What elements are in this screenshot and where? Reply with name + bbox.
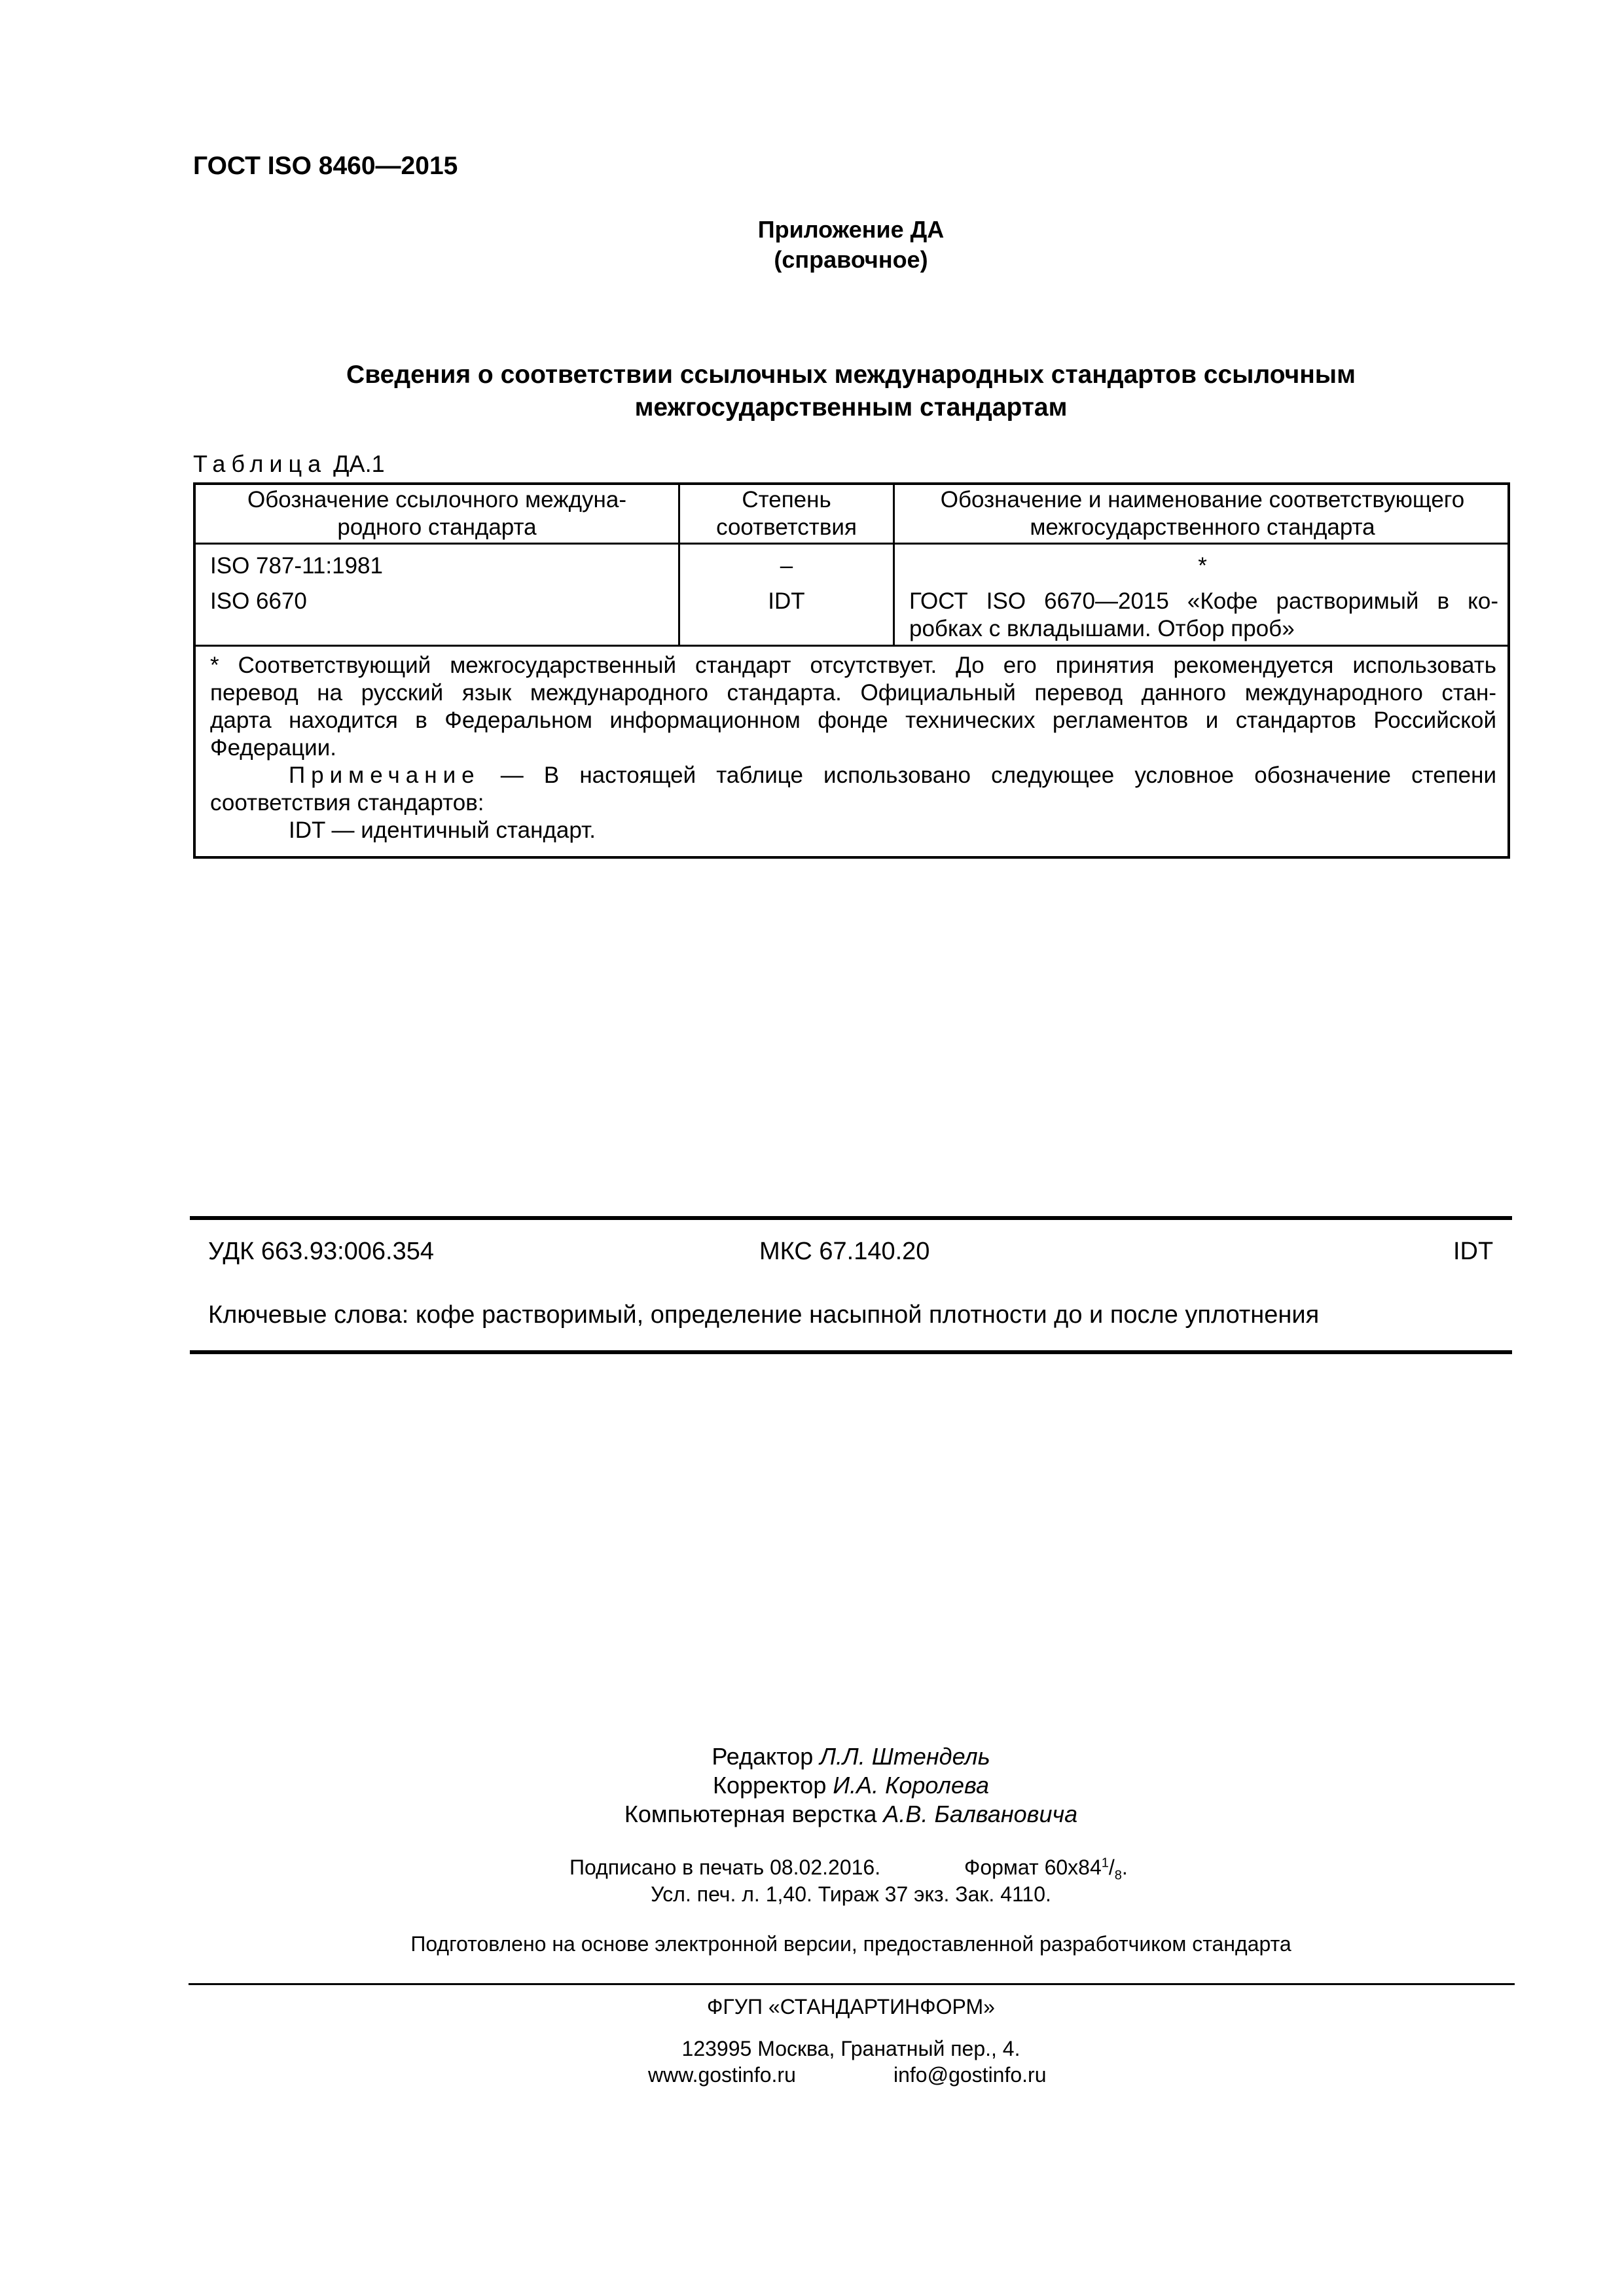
row-2-gost-line-1: ГОСТ ISO 6670—2015 «Кофе растворимый в ко- [909, 588, 1498, 614]
idt-mark: IDT [1453, 1238, 1494, 1265]
header-gost-line-2: межгосударственного стандарта [1030, 514, 1375, 540]
keywords: Ключевые слова: кофе растворимый, определение насыпной плотности до и после уплотнения [208, 1301, 1320, 1329]
prepared-note: Подготовлено на основе электронной версии, предоставленной разработчиком стандарта [410, 1932, 1291, 1956]
signed-date: Подписано в печать 08.02.2016. [569, 1856, 881, 1879]
section-title-line-1: Сведения о соответствии ссылочных международных стандартов ссылочным [346, 361, 1356, 389]
udk-code: УДК 663.93:006.354 [208, 1238, 435, 1265]
header-standard-line-2: родного стандарта [337, 514, 537, 540]
row-1-gost: * [1198, 553, 1207, 579]
corrector-name: И.А. Королева [833, 1772, 989, 1799]
row-1-standard: ISO 787-11:1981 [210, 553, 383, 579]
classification-top-rule [190, 1216, 1512, 1220]
header-gost-line-1: Обозначение и наименование соответствующего [940, 487, 1465, 512]
publisher-rule [189, 1983, 1515, 1985]
footnote-line-1: * Соответствующий межгосударственный стандарт отсутствует. До его принятия рекомендуется использовать [210, 653, 1496, 678]
header-degree-line-1: Степень [742, 487, 831, 512]
layout-label: Компьютерная верстка [624, 1801, 877, 1827]
table-label-word: Таблица [193, 450, 327, 477]
appendix-kind: (справочное) [774, 246, 928, 273]
footnote-line-3: дарта находится в Федеральном информационном фонде технических регламентов и стандартов Российской [210, 708, 1496, 733]
header-gost [895, 486, 1510, 541]
format-info: Формат $60х84^1/_8$. [964, 1856, 1128, 1883]
header-standard-line-1: Обозначение ссылочного междуна- [247, 487, 626, 512]
layout-name: А.В. Балвановича [883, 1801, 1078, 1827]
row-1-degree: – [780, 553, 793, 579]
reference-table [193, 482, 1510, 859]
format-sub: 8 [1114, 1868, 1122, 1883]
credits-block [0, 1742, 1624, 1829]
classification-bottom-rule [190, 1350, 1512, 1354]
editor-label: Редактор [712, 1743, 814, 1770]
footnote-divider [196, 645, 1507, 647]
header-degree [680, 486, 893, 541]
format-dot: . [1121, 1856, 1128, 1879]
format-sup: 1 [1101, 1856, 1109, 1871]
footnote-line-4: Федерации. [210, 735, 336, 761]
footnote-line-2: перевод на русский язык международного стандарта. Официальный перевод данного международного стан- [210, 680, 1496, 706]
section-title-line-2: межгосударственным стандартам [634, 393, 1068, 422]
layout-line [0, 1800, 1624, 1829]
header-degree-line-2: соответствия [716, 514, 857, 540]
appendix-heading [0, 215, 1624, 275]
row-2-gost [909, 588, 1498, 643]
publisher-address: 123995 Москва, Гранатный пер., 4. [681, 2037, 1020, 2060]
mks-code: МКС 67.140.20 [759, 1238, 930, 1265]
row-2-degree: IDT [768, 588, 805, 614]
table-label [193, 450, 385, 478]
corrector-line [0, 1771, 1624, 1800]
publisher-website[interactable]: www.gostinfo.ru [648, 2063, 796, 2087]
corrector-label: Корректор [713, 1772, 827, 1799]
row-2-standard: ISO 6670 [210, 588, 307, 614]
note-word: Примечание [289, 762, 480, 788]
appendix-title: Приложение ДА [757, 216, 945, 243]
table-label-number: ДА.1 [333, 450, 385, 477]
note-line-2: соответствия стандартов: [210, 790, 484, 816]
table-note [210, 762, 1496, 789]
row-2-gost-line-2: робках с вкладышами. Отбор проб» [909, 616, 1295, 641]
editor-line [0, 1742, 1624, 1771]
publisher-name: ФГУП «СТАНДАРТИНФОРМ» [707, 1995, 995, 2018]
document-code: ГОСТ ISO 8460—2015 [193, 152, 458, 180]
table-footnote [210, 652, 1496, 844]
print-info: Усл. печ. л. 1,40. Тираж 37 экз. Зак. 4110. [651, 1882, 1051, 1906]
header-standard [196, 486, 678, 541]
format-prefix: Формат 60х84 [964, 1856, 1102, 1879]
note-text: — В настоящей таблице использовано следующее условное обозначение степени [500, 762, 1496, 788]
header-divider [196, 543, 1507, 545]
note-line-3: IDT — идентичный стандарт. [289, 817, 596, 843]
section-title [193, 359, 1509, 424]
editor-name: Л.Л. Штендель [820, 1743, 990, 1770]
publisher-email[interactable]: info@gostinfo.ru [893, 2063, 1047, 2087]
